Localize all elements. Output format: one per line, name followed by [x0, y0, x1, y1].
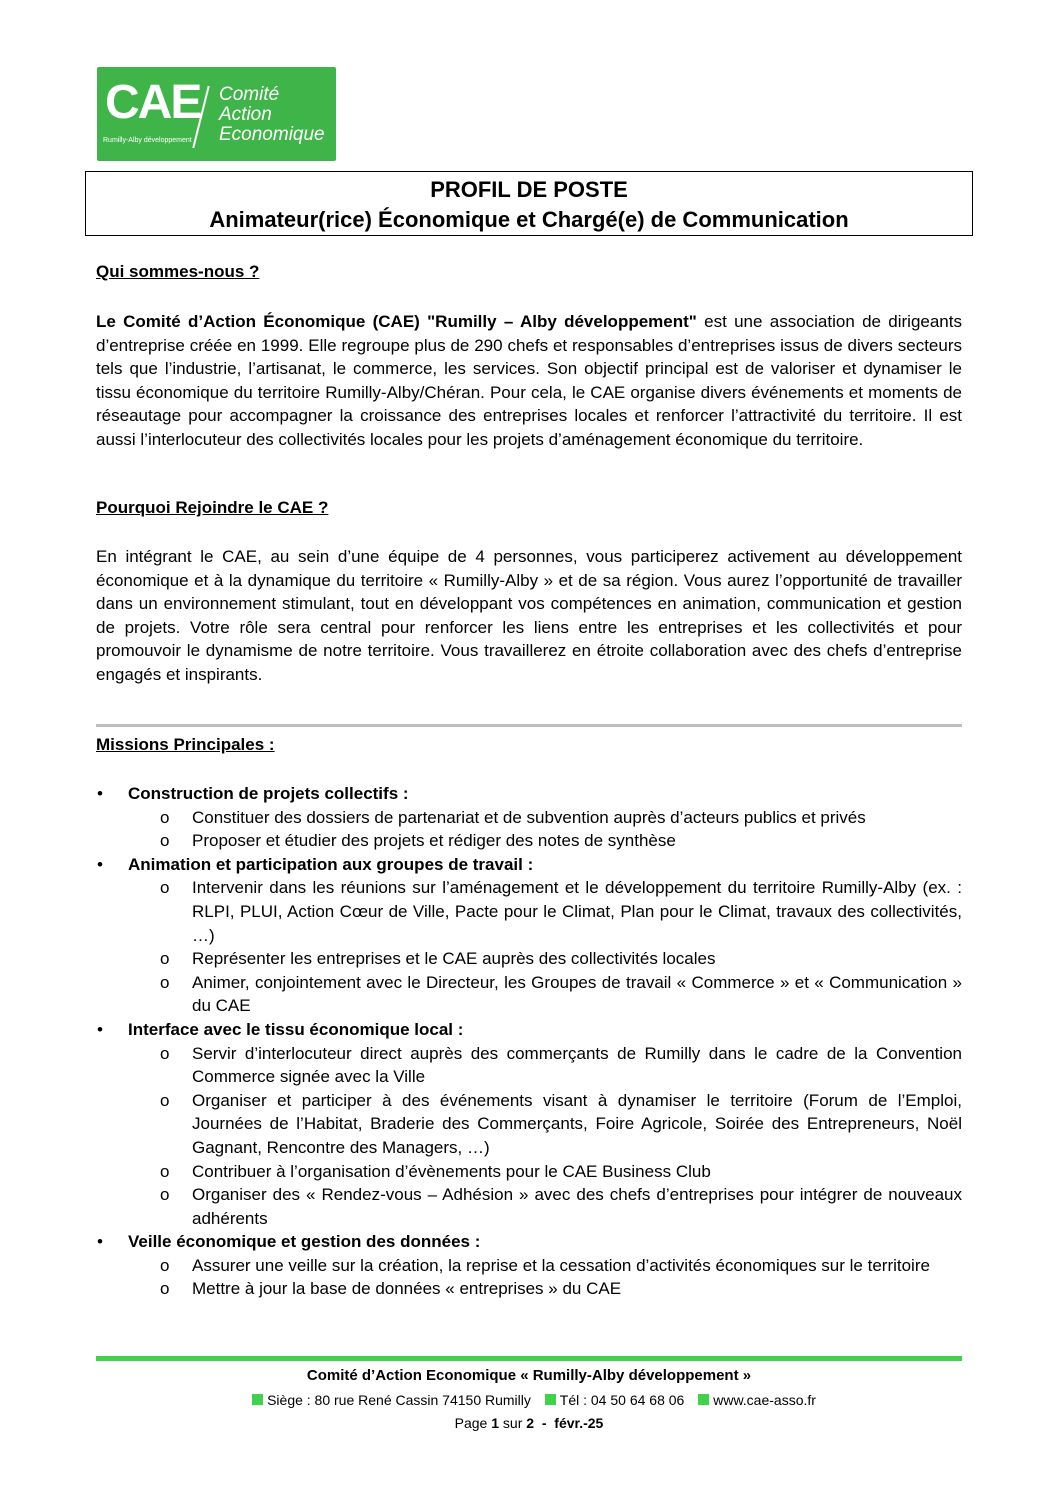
mission-subitem-text: Intervenir dans les réunions sur l’aménagement et le développement du territoire Rumilly-Alby (ex. : RLPI, PLUI, Action Cœur de Ville, Pacte pour le Climat, Plan pour le Climat, travaux des collectivités, …) [192, 878, 962, 945]
logo-tagline: Rumilly-Alby développement [103, 137, 192, 144]
section-divider [96, 724, 962, 727]
mission-subitem-text: Contribuer à l’organisation d’évènements pour le CAE Business Club [192, 1161, 711, 1181]
mission-subitem [96, 1042, 962, 1089]
circle-bullet-icon: o [160, 807, 170, 827]
logo-word: Comité [219, 84, 280, 105]
mission-subitem [96, 1160, 962, 1184]
heading-qui-sommes-nous: Qui sommes-nous ? [96, 262, 260, 281]
circle-bullet-icon: o [160, 831, 170, 851]
page-date: févr.-25 [554, 1415, 604, 1431]
footer-title: Comité d’Action Economique « Rumilly-Alby développement » [306, 1367, 752, 1384]
mission-title: Veille économique et gestion des données : [128, 1232, 481, 1252]
mission-subitem [96, 829, 962, 853]
mission-item [96, 1018, 962, 1042]
job-title: Animateur(rice) Économique et Chargé(e) de Communication [209, 207, 849, 232]
circle-bullet-icon: o [160, 1161, 170, 1181]
page-total: 2 [526, 1415, 535, 1431]
footer-address: Siège : 80 rue René Cassin 74150 Rumilly [267, 1392, 531, 1408]
logo-word: Economique [219, 124, 325, 145]
mission-subitem-text: Mettre à jour la base de données « entreprises » du CAE [192, 1279, 622, 1299]
circle-bullet-icon: o [160, 1043, 170, 1063]
paragraph-pourquoi: En intégrant le CAE, au sein d’une équipe de 4 personnes, vous participerez activement au développement économique et à la dynamique du territoire « Rumilly-Alby » et de sa région. Vous aurez l’opportunité de travailler dans un environnement stimulant, tout en développant vos compétences en animation, communication et gestion de projets. Votre rôle sera central pour renforcer les liens entre les entreprises et les collectivités et pour promouvoir le dynamisme de notre territoire. Vous travaillerez en étroite collaboration avec des chefs d’entreprise engagés et inspirants. [96, 547, 962, 684]
logo-abbr: CAE [105, 76, 201, 129]
footer-divider [96, 1356, 962, 1361]
mission-subitem-text: Organiser des « Rendez-vous – Adhésion » avec des chefs d’entreprises pour intégrer de nouveaux adhérents [192, 1185, 962, 1228]
page-mid: sur [499, 1415, 527, 1431]
logo-word: Action [219, 104, 272, 125]
mission-subitem-text: Organiser et participer à des événements visant à dynamiser le territoire (Forum de l’Emploi, Journées de l’Habitat, Braderie des Commerçants, Foire Agricole, Soirée des Entrepreneurs, Noël Gagnant, Rencontre des Managers, …) [192, 1090, 962, 1157]
mission-subitem [96, 947, 962, 971]
circle-bullet-icon: o [160, 949, 170, 969]
green-square-icon [545, 1394, 556, 1405]
mission-subitem [96, 1254, 962, 1278]
green-square-icon [698, 1394, 709, 1405]
mission-item [96, 853, 962, 877]
circle-bullet-icon: o [160, 1090, 170, 1110]
mission-title: Animation et participation aux groupes de travail : [128, 854, 534, 874]
mission-title: Interface avec le tissu économique local : [128, 1019, 464, 1039]
mission-subitem-text: Animer, conjointement avec le Directeur, les Groupes de travail « Commerce » et « Communication » du CAE [192, 972, 962, 1016]
missions-list [96, 782, 962, 1301]
footer-phone: Tél : 04 50 64 68 06 [559, 1392, 685, 1408]
title-box [85, 171, 973, 236]
page-prefix: Page [454, 1415, 492, 1431]
heading-missions: Missions Principales : [96, 735, 275, 754]
footer-contact [0, 1392, 1058, 1408]
cae-logo [97, 67, 336, 161]
mission-item [96, 782, 962, 806]
mission-subitem [96, 876, 962, 947]
mission-subitem-text: Représenter les entreprises et le CAE auprès des collectivités locales [192, 949, 716, 969]
mission-subitem-text: Proposer et étudier des projets et rédiger des notes de synthèse [192, 831, 676, 851]
green-square-icon [252, 1394, 263, 1405]
page-number: 1 [491, 1415, 500, 1431]
bold-intro: Le Comité d’Action Économique (CAE) "Rumilly – Alby développement" [96, 312, 697, 331]
mission-subitem [96, 806, 962, 830]
bullet-icon: • [97, 1019, 103, 1039]
logo-words [219, 85, 325, 145]
mission-title: Construction de projets collectifs : [128, 784, 409, 803]
bullet-icon: • [97, 784, 103, 803]
circle-bullet-icon: o [160, 1185, 170, 1205]
bullet-icon: • [97, 854, 103, 874]
circle-bullet-icon: o [160, 1279, 170, 1299]
footer-page-info [0, 1415, 1058, 1431]
paragraph-qui-sommes-nous [96, 310, 962, 452]
mission-subitem [96, 1183, 962, 1230]
mission-subitem [96, 1277, 962, 1301]
circle-bullet-icon: o [160, 1255, 170, 1275]
mission-subitem [96, 1089, 962, 1160]
paragraph-text: est une association de dirigeants d’entreprise créée en 1999. Elle regroupe plus de 290 chefs et responsables d’entreprises issus de divers secteurs tels que l’industrie, l’artisanat, le commerce, les services. Son objectif principal est de valoriser et dynamiser le tissu économique du territoire Rumilly-Alby/Chéran. Pour cela, le CAE organise divers événements et moments de réseautage pour accompagner la croissance des entreprises locales et renforcer l’attractivité du territoire. Il est aussi l’interlocuteur des collectivités locales pour les projets d’aménagement économique du territoire. [96, 312, 962, 449]
mission-subitem-text: Constituer des dossiers de partenariat et de subvention auprès d’acteurs publics et privés [192, 807, 866, 827]
mission-subitem-text: Servir d’interlocuteur direct auprès des commerçants de Rumilly dans le cadre de la Convention Commerce signée avec la Ville [192, 1043, 962, 1087]
heading-pourquoi: Pourquoi Rejoindre le CAE ? [96, 498, 329, 517]
circle-bullet-icon: o [160, 878, 170, 898]
document-title: PROFIL DE POSTE [430, 177, 628, 202]
mission-subitem [96, 971, 962, 1018]
circle-bullet-icon: o [160, 972, 170, 992]
bullet-icon: • [97, 1232, 103, 1252]
mission-subitem-text: Assurer une veille sur la création, la reprise et la cessation d’activités économiques sur le territoire [192, 1255, 930, 1275]
mission-item [96, 1230, 962, 1254]
footer-website[interactable]: www.cae-asso.fr [713, 1392, 816, 1408]
page-separator: - [534, 1415, 555, 1431]
